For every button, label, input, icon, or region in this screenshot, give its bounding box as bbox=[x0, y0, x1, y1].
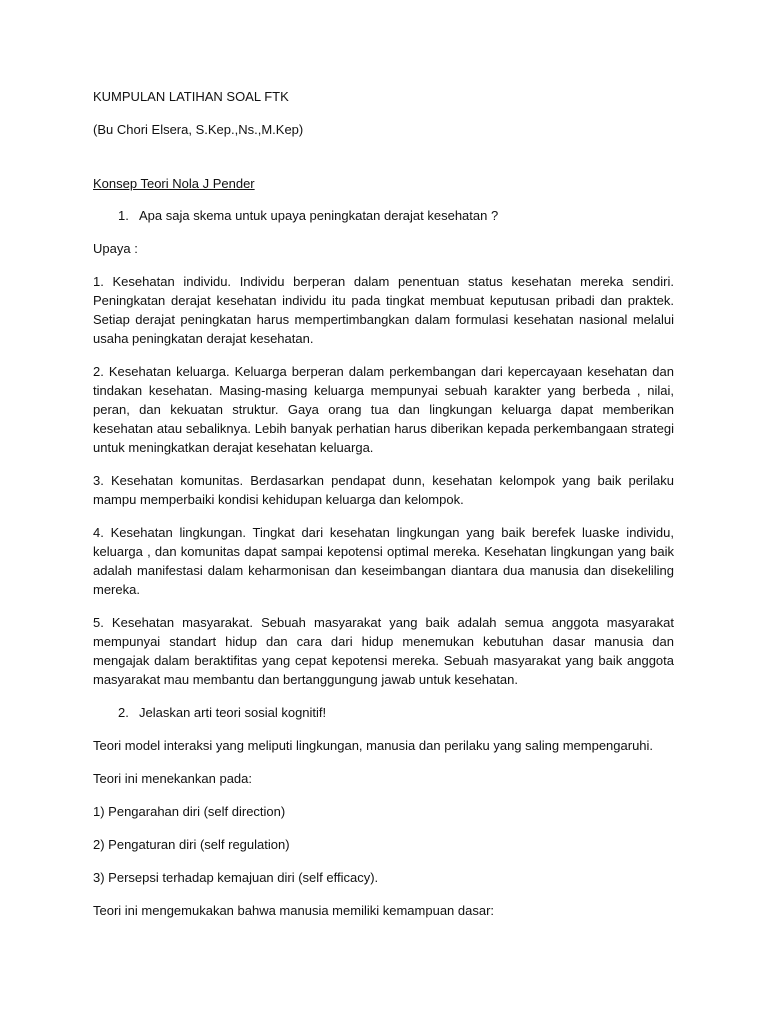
section-heading: Konsep Teori Nola J Pender bbox=[93, 176, 255, 191]
question-1-number: 1. bbox=[118, 208, 129, 223]
paragraph-individu: 1. Kesehatan individu. Individu berperan dalam penentuan status kesehatan mereka sendiri. Peningkatan derajat kesehatan individu itu pada tingkat membuat keputusan pribadi dan praktek. Setiap derajat peningkatan harus mempertimbangkan dalam formulasi kesehatan nasional melalui usaha peningkatan derajat kesehatan. bbox=[93, 274, 674, 346]
document-body bbox=[93, 87, 674, 920]
upaya-label: Upaya : bbox=[93, 241, 138, 256]
emphasis-item: 1) Pengarahan diri (self direction) bbox=[93, 804, 286, 819]
document-author: (Bu Chori Elsera, S.Kep.,Ns.,M.Kep) bbox=[93, 122, 304, 137]
emphasis-item: 2) Pengaturan diri (self regulation) bbox=[93, 837, 290, 852]
question-2-number: 2. bbox=[118, 705, 129, 720]
document-title: KUMPULAN LATIHAN SOAL FTK bbox=[93, 89, 289, 104]
answer-2-intro: Teori model interaksi yang meliputi lingkungan, manusia dan perilaku yang saling mempengaruhi. bbox=[93, 738, 654, 753]
paragraph-masyarakat: 5. Kesehatan masyarakat. Sebuah masyarakat yang baik adalah semua anggota masyarakat mempunyai standart hidup dan cara dari hidup menemukan kebutuhan dasar manusia dan mengajak dalam beraktifitas yang cepat kepotensi mereka. Sebuah masyarakat yang baik anggota masyarakat mau membantu dan bertanggungung jawab untuk kesehatan. bbox=[93, 615, 674, 687]
question-1 bbox=[93, 206, 674, 225]
question-2-text: Jelaskan arti teori sosial kognitif! bbox=[139, 705, 327, 720]
question-2 bbox=[93, 703, 674, 722]
paragraph-keluarga: 2. Kesehatan keluarga. Keluarga berperan dalam perkembangan dari kepercayaan kesehatan dan tindakan kesehatan. Masing-masing keluarga mempunyai sebuah karakter yang berbeda , nilai, peran, dan kekuatan struktur. Gaya orang tua dan lingkungan keluarga dapat memberikan kesehatan atau sebaliknya. Lebih banyak perhatian harus diberikan kepada perkembangaan strategi untuk meningkatkan derajat kesehatan keluarga. bbox=[93, 364, 674, 455]
emphasis-label: Teori ini menekankan pada: bbox=[93, 771, 252, 786]
emphasis-item: 3) Persepsi terhadap kemajuan diri (self efficacy). bbox=[93, 870, 379, 885]
paragraph-lingkungan: 4. Kesehatan lingkungan. Tingkat dari kesehatan lingkungan yang baik berefek luaske individu, keluarga , dan komunitas dapat sampai kepotensi optimal mereka. Kesehatan lingkungan yang baik adalah manifestasi dalam keharmonisan dan keseimbangan diantara dua manusia dan disekeliling mereka. bbox=[93, 525, 674, 597]
closing-line: Teori ini mengemukakan bahwa manusia memiliki kemampuan dasar: bbox=[93, 903, 495, 918]
paragraph-komunitas: 3. Kesehatan komunitas. Berdasarkan pendapat dunn, kesehatan kelompok yang baik perilaku mampu memperbaiki kondisi kehidupan keluarga dan kelompok. bbox=[93, 473, 674, 507]
question-1-text: Apa saja skema untuk upaya peningkatan derajat kesehatan ? bbox=[139, 208, 499, 223]
